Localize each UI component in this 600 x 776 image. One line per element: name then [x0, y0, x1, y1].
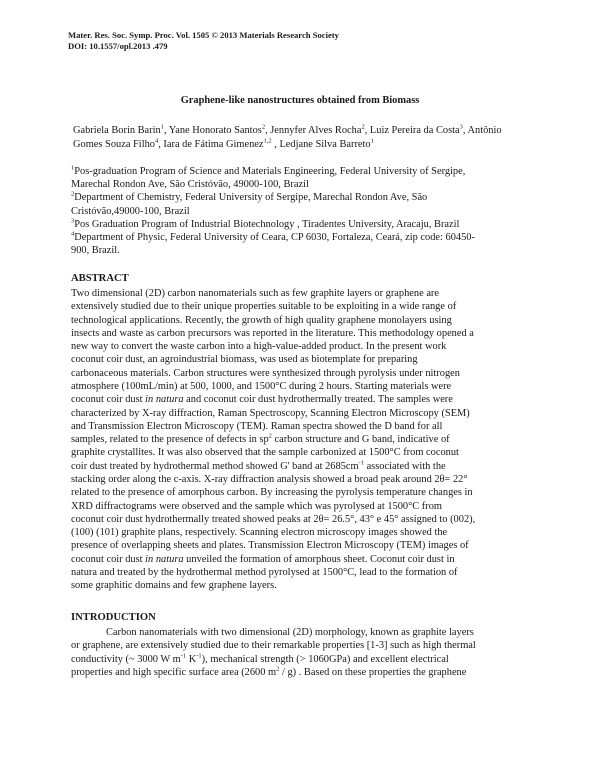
- abstract-line: new way to convert the waste carbon into a high-value-added product. In the present work: [71, 341, 447, 353]
- author-list: [73, 124, 533, 151]
- abstract-line: characterized by X-ray diffraction, Raman Spectroscopy, Scanning Electron Microscopy (SEM): [71, 407, 470, 419]
- superscript: -1: [180, 652, 187, 660]
- author-affiliation-mark: 1,2: [263, 137, 272, 145]
- author-affiliation-mark: 1: [160, 123, 164, 131]
- abstract-line: technological applications. Recently, the growth of high quality graphene monolayers using: [71, 314, 452, 326]
- abstract-line: extensively studied due to their unique properties suitable to be exploiting in a wide range of: [71, 301, 457, 313]
- author-affiliation-mark: 3: [459, 123, 463, 131]
- author-affiliation-mark: 4: [154, 137, 159, 145]
- text-run: and coconut coir dust hydrothermally treated. The samples were: [183, 394, 453, 406]
- running-header: [68, 30, 339, 52]
- author-name: , Iara de Fátima Gimenez: [158, 138, 264, 150]
- abstract-line: Two dimensional (2D) carbon nanomaterials such as few graphite layers or graphene are: [71, 288, 439, 299]
- intro-line: Carbon nanomaterials with two dimensional (2D) morphology, known as graphite layers: [106, 627, 474, 638]
- italic-term: in natura: [145, 553, 184, 565]
- affiliation-text: 900, Brazil.: [71, 245, 120, 257]
- abstract-line: atmosphere (100mL/min) at 500, 1000, and 1500°C during 2 hours. Starting materials were: [71, 380, 452, 392]
- introduction-body: [71, 626, 543, 679]
- text-run: coconut coir dust: [71, 394, 146, 406]
- author-name: , Luiz Pereira da Costa: [364, 125, 460, 136]
- abstract-line: coconut coir dust hydrothermally treated showed peaks at 2θ= 26.5°, 43° e 45° assigned to (002),: [71, 513, 476, 525]
- text-run: samples, related to the presence of defects in sp: [71, 434, 269, 446]
- abstract-line: insects and waste as carbon precursors was reported in the literature. This methodology opened a: [71, 327, 474, 339]
- abstract-line: [71, 460, 543, 473]
- abstract-line: XRD diffractograms were observed and the sample which was pyrolysed at 1500°C from: [71, 500, 443, 512]
- introduction-heading: INTRODUCTION: [71, 612, 156, 623]
- superscript: -1: [358, 459, 364, 467]
- affiliation-text: Marechal Rondon Ave, São Cristóvão, 49000-100, Brazil: [71, 179, 309, 191]
- italic-term: in natura: [145, 394, 184, 406]
- abstract-line: related to the presence of amorphous carbon. By increasing the pyrolysis temperature changes in: [71, 487, 473, 499]
- doi-line: DOI: 10.1557/opl.2013 .479: [68, 41, 168, 51]
- abstract-line: (100) (101) graphite plans, respectively. Scanning electron microscopy images showed the: [71, 527, 448, 539]
- affiliation-text: Department of Chemistry, Federal University of Sergipe, Marechal Rondon Ave, São: [74, 192, 428, 204]
- affiliation-4: [71, 231, 541, 257]
- abstract-line: carbonaceous materials. Carbon structures were synthesized through pyrolysis under nitrogen: [71, 367, 460, 379]
- intro-line: or graphene, are extensively studied due to their remarkable properties [1-3] such as high thermal: [71, 640, 476, 652]
- affiliation-number: 3: [71, 217, 75, 225]
- affiliation-number: 4: [71, 230, 75, 238]
- affiliation-text: Pos-graduation Program of Science and Materials Engineering, Federal University of Sergipe,: [74, 166, 466, 177]
- text-run: carbon structure and G band, indicative of: [271, 434, 450, 446]
- affiliation-number: 1: [71, 164, 75, 172]
- abstract-line: graphite crystallites. It was also observed that the sample carbonized at 1500°C from coconut: [71, 447, 459, 459]
- abstract-line: natura and treated by the hydrothermal method pyrolysed at 1500°C, lead to the formation of: [71, 566, 458, 578]
- text-run: properties and high specific surface area (2600 m: [71, 666, 277, 678]
- text-run: unveiled the formation of amorphous sheet. Coconut coir dust in: [183, 553, 455, 565]
- text-run: conductivity (~ 3000 W m: [71, 653, 181, 665]
- abstract-line: presence of overlapping sheets and plates. Transmission Electron Microscopy (TEM) images of: [71, 540, 469, 552]
- intro-line: [71, 666, 543, 679]
- superscript: 2: [268, 432, 272, 440]
- superscript: -1: [196, 652, 202, 660]
- text-run: ), mechanical strength (> 1060GPa) and excellent electrical: [201, 653, 449, 665]
- affiliation-1: [71, 165, 541, 191]
- text-run: coir dust treated by hydrothermal method showed G' band at 2685cm: [71, 460, 359, 472]
- affiliation-text: Pos Graduation Program of Industrial Biotechnology , Tiradentes University, Aracaju, Brazil: [74, 218, 460, 230]
- affiliation-text: Cristóvão,49000-100, Brazil: [71, 205, 190, 217]
- author-name: , Yane Honorato Santos: [163, 125, 262, 136]
- text-run: K: [186, 653, 197, 665]
- author-affiliation-mark: 1: [370, 137, 374, 145]
- affiliation-list: [71, 165, 541, 257]
- paper-title: Graphene-like nanostructures obtained from Biomass: [180, 95, 420, 106]
- author-affiliation-mark: 2: [261, 123, 266, 131]
- text-run: / g) . Based on these properties the graphene: [279, 666, 467, 678]
- affiliation-3: [71, 218, 541, 231]
- abstract-line: stacking order along the c-axis. X-ray diffraction analysis showed a broad peak around 2θ= 22°: [71, 473, 468, 485]
- text-run: coconut coir dust: [71, 553, 146, 565]
- affiliation-text: Department of Physic, Federal University of Ceara, CP 6030, Fortaleza, Ceará, zip code: 60450-: [74, 232, 475, 244]
- text-run: associated with the: [363, 460, 446, 472]
- abstract-heading: ABSTRACT: [71, 273, 129, 284]
- author-affiliation-mark: 2: [361, 123, 365, 131]
- author-name: , Jennyfer Alves Rocha: [265, 125, 362, 136]
- superscript: 2: [276, 665, 280, 673]
- author-name: , Ledjane Silva Barreto: [271, 138, 371, 150]
- abstract-line: [71, 433, 543, 446]
- abstract-line: and Transmission Electron Microscopy (TEM). Raman spectra showed the D band for all: [71, 420, 443, 432]
- citation-line: Mater. Res. Soc. Symp. Proc. Vol. 1505 © 2013 Materials Research Society: [68, 30, 339, 40]
- affiliation-2: [71, 191, 541, 217]
- abstract-line: [71, 393, 543, 406]
- abstract-line: [71, 553, 543, 566]
- author-name: Gabriela Borin Barin: [73, 125, 161, 136]
- affiliation-number: 2: [71, 190, 75, 198]
- intro-line: [71, 653, 543, 666]
- abstract-body: [71, 287, 543, 592]
- author-name: , Antônio Gomes Souza Filho: [73, 125, 502, 150]
- abstract-line: coconut coir dust, an agroindustrial biomass, was used as biotemplate for preparing: [71, 354, 418, 366]
- abstract-line: some graphitic domains and few graphene layers.: [71, 580, 277, 592]
